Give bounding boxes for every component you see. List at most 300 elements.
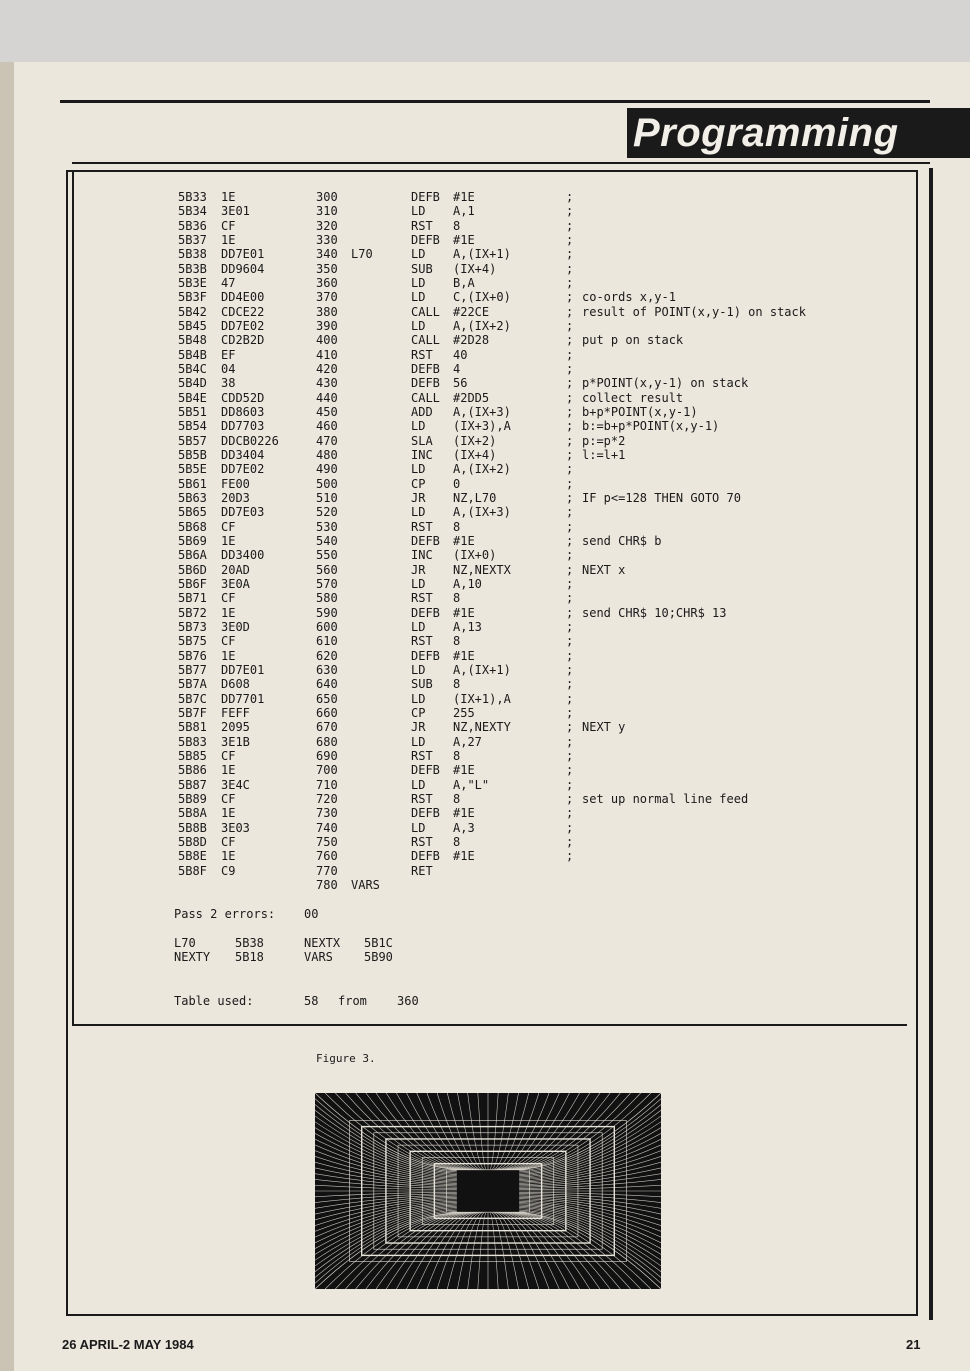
listing-line-number: 500 bbox=[316, 476, 338, 491]
listing-opcode-bytes: DD9604 bbox=[221, 261, 265, 276]
listing-line-number: 450 bbox=[316, 404, 338, 419]
listing-operand: A,13 bbox=[453, 619, 482, 634]
listing-address: 5B72 bbox=[178, 605, 207, 620]
listing-comment-marker: ; bbox=[566, 677, 574, 692]
listing-opcode-bytes: 1E bbox=[221, 190, 236, 204]
listing-operand: 8 bbox=[453, 218, 461, 233]
listing-mnemonic: RST bbox=[411, 519, 433, 534]
listing-operand: 0 bbox=[453, 476, 461, 491]
listing-address: 5B8F bbox=[178, 863, 207, 878]
listing-operand: 4 bbox=[453, 361, 461, 376]
listing-comment-marker: ; bbox=[566, 662, 574, 677]
listing-opcode-bytes: DD3400 bbox=[221, 548, 265, 563]
listing-address: 5B87 bbox=[178, 777, 207, 792]
listing-operand: 40 bbox=[453, 347, 468, 362]
listing-comment-marker: ; bbox=[566, 562, 574, 577]
listing-line-number: 370 bbox=[316, 290, 338, 305]
header-rule bbox=[60, 100, 930, 103]
listing-opcode-bytes: 1E bbox=[221, 605, 236, 620]
listing-comment: co-ords x,y-1 bbox=[582, 290, 676, 305]
listing-line-number: 470 bbox=[316, 433, 338, 448]
listing-opcode-bytes: CF bbox=[221, 834, 236, 849]
listing-operand: 8 bbox=[453, 634, 461, 649]
symbol-value: 5B38 bbox=[235, 936, 264, 950]
listing-address: 5B3B bbox=[178, 261, 207, 276]
listing-mnemonic: LD bbox=[411, 204, 426, 219]
listing-label: VARS bbox=[351, 877, 380, 892]
listing-opcode-bytes: FEFF bbox=[221, 705, 250, 720]
listing-address: 5B68 bbox=[178, 519, 207, 534]
listing-line-number: 420 bbox=[316, 361, 338, 376]
listing-comment-marker: ; bbox=[566, 849, 574, 864]
listing-opcode-bytes: 1E bbox=[221, 648, 236, 663]
listing-operand: A,(IX+3) bbox=[453, 404, 511, 419]
listing-line-number: 410 bbox=[316, 347, 338, 362]
listing-opcode-bytes: 3E01 bbox=[221, 204, 250, 219]
scan-left-edge bbox=[0, 62, 14, 1371]
listing-operand: 8 bbox=[453, 791, 461, 806]
table-used-from: from bbox=[338, 994, 367, 1008]
listing-comment-marker: ; bbox=[566, 748, 574, 763]
listing-mnemonic: DEFB bbox=[411, 361, 440, 376]
listing-operand: #1E bbox=[453, 232, 475, 247]
listing-line-number: 630 bbox=[316, 662, 338, 677]
listing-opcode-bytes: CDCE22 bbox=[221, 304, 265, 319]
listing-comment-marker: ; bbox=[566, 290, 574, 305]
symbol-name: VARS bbox=[304, 950, 333, 964]
listing-mnemonic: DEFB bbox=[411, 605, 440, 620]
listing-comment-marker: ; bbox=[566, 791, 574, 806]
listing-comment: IF p<=128 THEN GOTO 70 bbox=[582, 490, 741, 505]
listing-mnemonic: CALL bbox=[411, 333, 440, 348]
figure-divider bbox=[72, 1024, 907, 1026]
listing-line-number: 430 bbox=[316, 376, 338, 391]
listing-address: 5B8A bbox=[178, 806, 207, 821]
listing-mnemonic: RST bbox=[411, 591, 433, 606]
listing-operand: #1E bbox=[453, 648, 475, 663]
listing-opcode-bytes: DD7E03 bbox=[221, 505, 265, 520]
listing-mnemonic: LD bbox=[411, 419, 426, 434]
listing-comment: send CHR$ b bbox=[582, 533, 662, 548]
listing-mnemonic: DEFB bbox=[411, 533, 440, 548]
listing-mnemonic: LD bbox=[411, 619, 426, 634]
listing-mnemonic: RST bbox=[411, 791, 433, 806]
listing-line-number: 580 bbox=[316, 591, 338, 606]
listing-address: 5B65 bbox=[178, 505, 207, 520]
listing-address: 5B57 bbox=[178, 433, 207, 448]
listing-operand: NZ,NEXTX bbox=[453, 562, 511, 577]
listing-comment-marker: ; bbox=[566, 218, 574, 233]
listing-mnemonic: ADD bbox=[411, 404, 433, 419]
listing-comment-marker: ; bbox=[566, 734, 574, 749]
listing-operand: A,3 bbox=[453, 820, 475, 835]
listing-comment: NEXT x bbox=[582, 562, 626, 577]
listing-operand: (IX+2) bbox=[453, 433, 497, 448]
listing-line-number: 650 bbox=[316, 691, 338, 706]
listing-line-number: 400 bbox=[316, 333, 338, 348]
listing-operand: #1E bbox=[453, 605, 475, 620]
symbol-value: 5B18 bbox=[235, 950, 264, 964]
frame-inner-rule bbox=[72, 170, 74, 1025]
listing-mnemonic: LD bbox=[411, 247, 426, 262]
listing-operand: 8 bbox=[453, 591, 461, 606]
listing-opcode-bytes: DD3404 bbox=[221, 447, 265, 462]
listing-opcode-bytes: 04 bbox=[221, 361, 236, 376]
listing-mnemonic: LD bbox=[411, 777, 426, 792]
symbol-name: NEXTY bbox=[174, 950, 211, 964]
listing-address: 5B7C bbox=[178, 691, 207, 706]
listing-line-number: 600 bbox=[316, 619, 338, 634]
listing-address: 5B75 bbox=[178, 634, 207, 649]
listing-operand: 8 bbox=[453, 519, 461, 534]
listing-mnemonic: LD bbox=[411, 290, 426, 305]
listing-address: 5B42 bbox=[178, 304, 207, 319]
listing-comment-marker: ; bbox=[566, 634, 574, 649]
listing-operand: A,10 bbox=[453, 576, 482, 591]
frame-shadow bbox=[929, 168, 933, 1320]
listing-mnemonic: SUB bbox=[411, 261, 433, 276]
listing-comment-marker: ; bbox=[566, 806, 574, 821]
listing-mnemonic: RST bbox=[411, 347, 433, 362]
listing-operand: #1E bbox=[453, 190, 475, 204]
listing-mnemonic: JR bbox=[411, 562, 426, 577]
listing-line-number: 460 bbox=[316, 419, 338, 434]
listing-operand: A,(IX+1) bbox=[453, 247, 511, 262]
listing-operand: 255 bbox=[453, 705, 475, 720]
listing-line-number: 570 bbox=[316, 576, 338, 591]
listing-mnemonic: RET bbox=[411, 863, 433, 878]
listing-comment-marker: ; bbox=[566, 576, 574, 591]
listing-comment-marker: ; bbox=[566, 619, 574, 634]
listing-comment-marker: ; bbox=[566, 691, 574, 706]
listing-mnemonic: LD bbox=[411, 691, 426, 706]
listing-comment-marker: ; bbox=[566, 820, 574, 835]
listing-mnemonic: LD bbox=[411, 505, 426, 520]
listing-opcode-bytes: CDD52D bbox=[221, 390, 265, 405]
listing-opcode-bytes: 3E0A bbox=[221, 576, 250, 591]
listing-opcode-bytes: DD7E01 bbox=[221, 662, 265, 677]
listing-opcode-bytes: DD8603 bbox=[221, 404, 265, 419]
listing-address: 5B85 bbox=[178, 748, 207, 763]
listing-address: 5B8B bbox=[178, 820, 207, 835]
listing-comment-marker: ; bbox=[566, 347, 574, 362]
listing-line-number: 330 bbox=[316, 232, 338, 247]
listing-line-number: 360 bbox=[316, 275, 338, 290]
listing-line-number: 770 bbox=[316, 863, 338, 878]
pass-errors-label: Pass 2 errors: bbox=[174, 907, 276, 921]
listing-mnemonic: JR bbox=[411, 490, 426, 505]
listing-comment-marker: ; bbox=[566, 232, 574, 247]
listing-operand: #2D28 bbox=[453, 333, 490, 348]
listing-address: 5B81 bbox=[178, 720, 207, 735]
listing-mnemonic: LD bbox=[411, 275, 426, 290]
listing-operand: B,A bbox=[453, 275, 475, 290]
listing-mnemonic: LD bbox=[411, 462, 426, 477]
listing-mnemonic: JR bbox=[411, 720, 426, 735]
listing-address: 5B77 bbox=[178, 662, 207, 677]
listing-line-number: 440 bbox=[316, 390, 338, 405]
listing-opcode-bytes: DD7701 bbox=[221, 691, 265, 706]
listing-address: 5B34 bbox=[178, 204, 207, 219]
listing-opcode-bytes: CF bbox=[221, 519, 236, 534]
listing-comment: put p on stack bbox=[582, 333, 684, 348]
listing-mnemonic: RST bbox=[411, 218, 433, 233]
listing-operand: 8 bbox=[453, 748, 461, 763]
listing-comment-marker: ; bbox=[566, 505, 574, 520]
listing-operand: (IX+1),A bbox=[453, 691, 511, 706]
listing-address: 5B63 bbox=[178, 490, 207, 505]
listing-operand: #1E bbox=[453, 849, 475, 864]
listing-opcode-bytes: 1E bbox=[221, 232, 236, 247]
listing-address: 5B69 bbox=[178, 533, 207, 548]
listing-operand: 8 bbox=[453, 834, 461, 849]
listing-address: 5B7F bbox=[178, 705, 207, 720]
listing-operand: #1E bbox=[453, 533, 475, 548]
listing-comment-marker: ; bbox=[566, 605, 574, 620]
listing-opcode-bytes: DD4E00 bbox=[221, 290, 265, 305]
listing-address: 5B6D bbox=[178, 562, 207, 577]
listing-address: 5B8D bbox=[178, 834, 207, 849]
listing-line-number: 760 bbox=[316, 849, 338, 864]
scan-top-shadow bbox=[0, 0, 970, 62]
listing-line-number: 480 bbox=[316, 447, 338, 462]
listing-comment: b:=b+p*POINT(x,y-1) bbox=[582, 419, 720, 434]
listing-comment-marker: ; bbox=[566, 247, 574, 262]
listing-mnemonic: CP bbox=[411, 476, 426, 491]
listing-comment: p:=p*2 bbox=[582, 433, 626, 448]
listing-comment-marker: ; bbox=[566, 376, 574, 391]
listing-mnemonic: DEFB bbox=[411, 849, 440, 864]
listing-address: 5B6A bbox=[178, 548, 207, 563]
listing-line-number: 720 bbox=[316, 791, 338, 806]
listing-line-number: 300 bbox=[316, 190, 338, 204]
listing-opcode-bytes: 20D3 bbox=[221, 490, 250, 505]
listing-comment-marker: ; bbox=[566, 190, 574, 204]
listing-opcode-bytes: DD7E01 bbox=[221, 247, 265, 262]
listing-address: 5B4C bbox=[178, 361, 207, 376]
listing-line-number: 610 bbox=[316, 634, 338, 649]
listing-address: 5B76 bbox=[178, 648, 207, 663]
listing-address: 5B48 bbox=[178, 333, 207, 348]
listing-line-number: 780 bbox=[316, 877, 338, 892]
listing-mnemonic: LD bbox=[411, 734, 426, 749]
listing-mnemonic: DEFB bbox=[411, 648, 440, 663]
listing-line-number: 560 bbox=[316, 562, 338, 577]
page-number: 21 bbox=[906, 1337, 921, 1352]
listing-address: 5B45 bbox=[178, 318, 207, 333]
listing-comment-marker: ; bbox=[566, 275, 574, 290]
listing-mnemonic: SUB bbox=[411, 677, 433, 692]
listing-operand: #22CE bbox=[453, 304, 490, 319]
listing-address: 5B4B bbox=[178, 347, 207, 362]
listing-address: 5B71 bbox=[178, 591, 207, 606]
figure-3-image bbox=[315, 1093, 661, 1289]
listing-address: 5B37 bbox=[178, 232, 207, 247]
listing-mnemonic: LD bbox=[411, 318, 426, 333]
listing-opcode-bytes: FE00 bbox=[221, 476, 250, 491]
listing-comment: collect result bbox=[582, 390, 684, 405]
table-used-total: 360 bbox=[397, 994, 419, 1008]
listing-line-number: 350 bbox=[316, 261, 338, 276]
listing-comment-marker: ; bbox=[566, 548, 574, 563]
listing-address: 5B8E bbox=[178, 849, 207, 864]
listing-opcode-bytes: 1E bbox=[221, 849, 236, 864]
listing-mnemonic: DEFB bbox=[411, 376, 440, 391]
listing-address: 5B54 bbox=[178, 419, 207, 434]
listing-opcode-bytes: 47 bbox=[221, 275, 236, 290]
listing-operand: A,27 bbox=[453, 734, 482, 749]
listing-address: 5B7A bbox=[178, 677, 207, 692]
listing-address: 5B61 bbox=[178, 476, 207, 491]
listing-comment-marker: ; bbox=[566, 333, 574, 348]
listing-operand: (IX+4) bbox=[453, 447, 497, 462]
symbol-name: L70 bbox=[174, 936, 196, 950]
listing-operand: A,(IX+2) bbox=[453, 462, 511, 477]
listing-opcode-bytes: 3E1B bbox=[221, 734, 250, 749]
listing-comment-marker: ; bbox=[566, 720, 574, 735]
listing-address: 5B4E bbox=[178, 390, 207, 405]
figure-caption: Figure 3. bbox=[316, 1052, 376, 1065]
listing-comment-marker: ; bbox=[566, 304, 574, 319]
listing-line-number: 700 bbox=[316, 763, 338, 778]
listing-operand: A,"L" bbox=[453, 777, 490, 792]
listing-comment: l:=l+1 bbox=[582, 447, 626, 462]
listing-address: 5B51 bbox=[178, 404, 207, 419]
listing-mnemonic: CP bbox=[411, 705, 426, 720]
listing-comment-marker: ; bbox=[566, 763, 574, 778]
listing-comment-marker: ; bbox=[566, 390, 574, 405]
listing-address: 5B36 bbox=[178, 218, 207, 233]
listing-opcode-bytes: EF bbox=[221, 347, 236, 362]
listing-opcode-bytes: D608 bbox=[221, 677, 250, 692]
listing-line-number: 520 bbox=[316, 505, 338, 520]
listing-opcode-bytes: 3E4C bbox=[221, 777, 250, 792]
listing-line-number: 690 bbox=[316, 748, 338, 763]
listing-line-number: 380 bbox=[316, 304, 338, 319]
listing-comment-marker: ; bbox=[566, 261, 574, 276]
listing-operand: (IX+4) bbox=[453, 261, 497, 276]
listing-opcode-bytes: CD2B2D bbox=[221, 333, 265, 348]
listing-opcode-bytes: CF bbox=[221, 218, 236, 233]
header-underline bbox=[72, 162, 930, 164]
listing-label: L70 bbox=[351, 247, 373, 262]
listing-comment-marker: ; bbox=[566, 419, 574, 434]
listing-line-number: 620 bbox=[316, 648, 338, 663]
listing-line-number: 310 bbox=[316, 204, 338, 219]
symbol-name: NEXTX bbox=[304, 936, 341, 950]
listing-mnemonic: DEFB bbox=[411, 232, 440, 247]
listing-line-number: 640 bbox=[316, 677, 338, 692]
listing-opcode-bytes: DD7703 bbox=[221, 419, 265, 434]
listing-mnemonic: LD bbox=[411, 662, 426, 677]
listing-line-number: 530 bbox=[316, 519, 338, 534]
listing-mnemonic: LD bbox=[411, 820, 426, 835]
listing-opcode-bytes: CF bbox=[221, 748, 236, 763]
listing-comment-marker: ; bbox=[566, 519, 574, 534]
footer-date: 26 APRIL-2 MAY 1984 bbox=[62, 1337, 194, 1352]
listing-line-number: 540 bbox=[316, 533, 338, 548]
section-title: Programming bbox=[633, 111, 899, 155]
listing-comment-marker: ; bbox=[566, 447, 574, 462]
listing-opcode-bytes: 3E03 bbox=[221, 820, 250, 835]
listing-operand: #1E bbox=[453, 763, 475, 778]
listing-comment-marker: ; bbox=[566, 834, 574, 849]
listing-operand: A,(IX+3) bbox=[453, 505, 511, 520]
listing-opcode-bytes: DD7E02 bbox=[221, 462, 265, 477]
listing-mnemonic: SLA bbox=[411, 433, 433, 448]
listing-comment-marker: ; bbox=[566, 433, 574, 448]
listing-line-number: 390 bbox=[316, 318, 338, 333]
listing-line-number: 660 bbox=[316, 705, 338, 720]
table-used-label: Table used: bbox=[174, 994, 254, 1008]
listing-comment: result of POINT(x,y-1) on stack bbox=[582, 304, 806, 319]
listing-operand: (IX+0) bbox=[453, 548, 497, 563]
listing-operand: A,1 bbox=[453, 204, 475, 219]
listing-line-number: 670 bbox=[316, 720, 338, 735]
listing-address: 5B83 bbox=[178, 734, 207, 749]
listing-opcode-bytes: DDCB0226 bbox=[221, 433, 279, 448]
listing-opcode-bytes: 38 bbox=[221, 376, 236, 391]
listing-comment-marker: ; bbox=[566, 533, 574, 548]
listing-line-number: 680 bbox=[316, 734, 338, 749]
table-used-count: 58 bbox=[304, 994, 319, 1008]
listing-address: 5B3F bbox=[178, 290, 207, 305]
listing-mnemonic: LD bbox=[411, 576, 426, 591]
listing-opcode-bytes: 1E bbox=[221, 533, 236, 548]
listing-operand: C,(IX+0) bbox=[453, 290, 511, 305]
listing-opcode-bytes: 3E0D bbox=[221, 619, 250, 634]
listing-comment: send CHR$ 10;CHR$ 13 bbox=[582, 605, 727, 620]
listing-opcode-bytes: 20AD bbox=[221, 562, 250, 577]
symbol-value: 5B90 bbox=[364, 950, 393, 964]
listing-comment: b+p*POINT(x,y-1) bbox=[582, 404, 698, 419]
listing-mnemonic: DEFB bbox=[411, 763, 440, 778]
listing-line-number: 590 bbox=[316, 605, 338, 620]
listing-address: 5B38 bbox=[178, 247, 207, 262]
listing-comment-marker: ; bbox=[566, 476, 574, 491]
listing-comment: NEXT y bbox=[582, 720, 626, 735]
listing-address: 5B5B bbox=[178, 447, 207, 462]
listing-operand: (IX+3),A bbox=[453, 419, 511, 434]
listing-mnemonic: DEFB bbox=[411, 806, 440, 821]
listing-operand: #2DD5 bbox=[453, 390, 490, 405]
listing-address: 5B86 bbox=[178, 763, 207, 778]
listing-comment-marker: ; bbox=[566, 204, 574, 219]
listing-line-number: 710 bbox=[316, 777, 338, 792]
listing-operand: NZ,NEXTY bbox=[453, 720, 511, 735]
listing-comment-marker: ; bbox=[566, 705, 574, 720]
listing-mnemonic: RST bbox=[411, 834, 433, 849]
listing-comment-marker: ; bbox=[566, 490, 574, 505]
listing-line-number: 740 bbox=[316, 820, 338, 835]
listing-comment: set up normal line feed bbox=[582, 791, 749, 806]
pass-errors-value: 00 bbox=[304, 907, 319, 921]
listing-mnemonic: CALL bbox=[411, 390, 440, 405]
listing-operand: 8 bbox=[453, 677, 461, 692]
listing-opcode-bytes: CF bbox=[221, 634, 236, 649]
listing-comment-marker: ; bbox=[566, 462, 574, 477]
listing-address: 5B4D bbox=[178, 376, 207, 391]
listing-comment-marker: ; bbox=[566, 361, 574, 376]
listing-mnemonic: RST bbox=[411, 748, 433, 763]
listing-line-number: 510 bbox=[316, 490, 338, 505]
listing-mnemonic: RST bbox=[411, 634, 433, 649]
listing-operand: A,(IX+1) bbox=[453, 662, 511, 677]
listing-operand: 56 bbox=[453, 376, 468, 391]
symbol-value: 5B1C bbox=[364, 936, 393, 950]
listing-line-number: 490 bbox=[316, 462, 338, 477]
listing-line-number: 730 bbox=[316, 806, 338, 821]
